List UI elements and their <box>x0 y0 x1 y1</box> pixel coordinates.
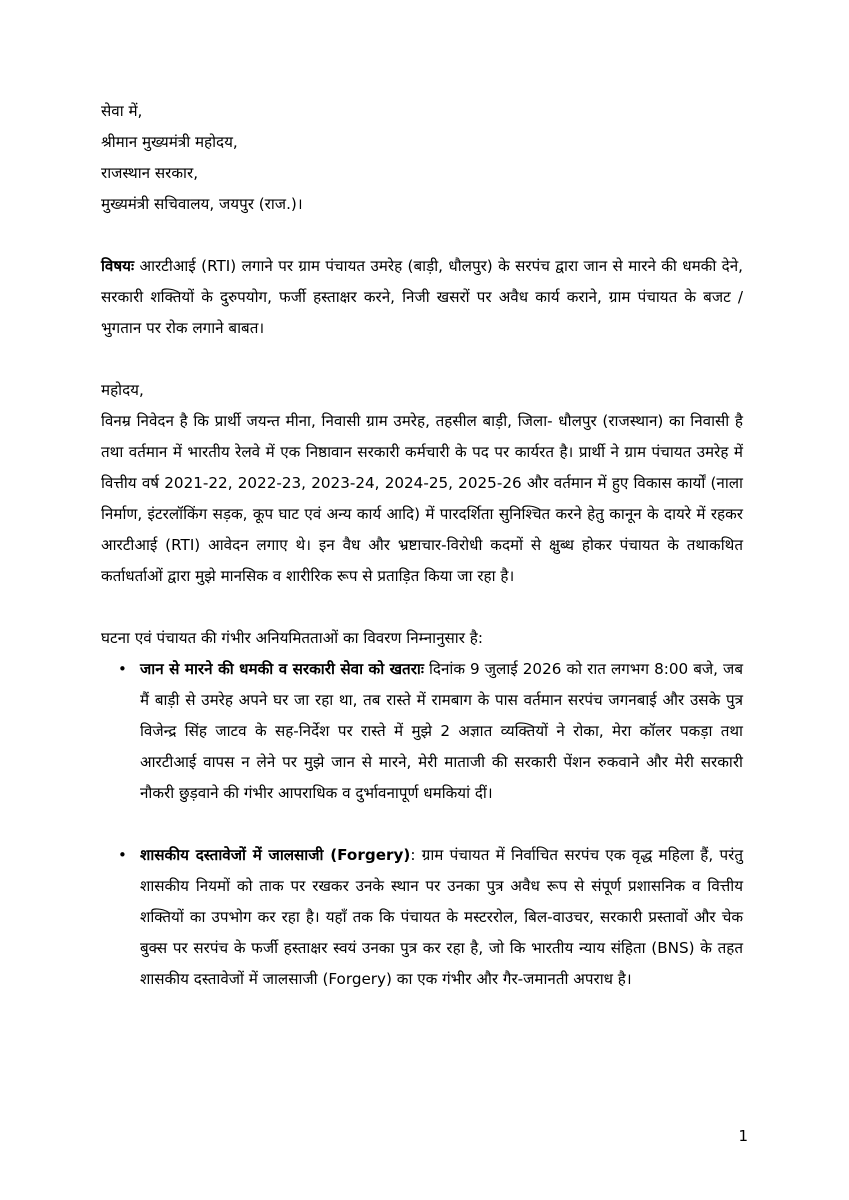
address-line-1: सेवा में, <box>101 102 143 120</box>
list-item <box>118 840 744 995</box>
bullet-icon: • <box>118 846 127 864</box>
salutation: महोदय, <box>101 381 144 399</box>
page-number: 1 <box>738 1127 748 1145</box>
subject-paragraph <box>101 251 743 344</box>
bullet-icon: • <box>118 660 127 678</box>
list-item-title: शासकीय दस्तावेजों में जालसाजी (Forgery) <box>140 846 411 864</box>
subject-text: आरटीआई (RTI) लगाने पर ग्राम पंचायत उमरेह (बाड़ी, धौलपुर) के सरपंच द्वारा जान से मारने की धमकी देने, सरकारी शक्तियों के दुरुपयोग, फर्जी हस्ताक्षर करने, निजी खसरों पर अवैध कार्य कराने, ग्राम पंचायत के बजट / भुगतान पर रोक लगाने बाबत। <box>101 257 743 337</box>
list-item <box>118 654 743 809</box>
list-item-title: जान से मारने की धमकी व सरकारी सेवा को खतराः <box>140 660 424 678</box>
address-line-2: श्रीमान मुख्यमंत्री महोदय, <box>101 133 238 151</box>
incident-list <box>101 654 743 995</box>
recipient-address <box>101 96 743 220</box>
address-line-4: मुख्यमंत्री सचिवालय, जयपुर (राज.)। <box>101 195 303 213</box>
body-paragraph: विनम्र निवेदन है कि प्रार्थी जयन्त मीना, निवासी ग्राम उमरेह, तहसील बाड़ी, जिला- धौलपुर (राजस्थान) का निवासी है तथा वर्तमान में भारतीय रेलवे में एक निष्ठावान सरकारी कर्मचारी के पद पर कार्यरत है। प्रार्थी ने ग्राम पंचायत उमरेह में वित्तीय वर्ष 2021-22, 2022-23, 2023-24, 2024-25, 2025-26 और वर्तमान में हुए विकास कार्यों (नाला निर्माण, इंटरलॉकिंग सड़क, कूप घाट एवं अन्य कार्य आदि) में पारदर्शिता सुनिश्चित करने हेतु कानून के दायरे में रहकर आरटीआई (RTI) आवेदन लगाए थे। इन वैध और भ्रष्टाचार-विरोधी कदमों से क्षुब्ध होकर पंचायत के तथाकथित कर्ताधर्ताओं द्वारा मुझे मानसिक व शारीरिक रूप से प्रताड़ित किया जा रहा है। <box>101 412 743 585</box>
address-line-3: राजस्थान सरकार, <box>101 164 199 182</box>
letter-page <box>101 96 743 995</box>
list-item-text: : ग्राम पंचायत में निर्वाचित सरपंच एक वृद्ध महिला हैं, परंतु शासकीय नियमों को ताक पर रखकर उनके स्थान पर उनका पुत्र अवैध रूप से संपूर्ण प्रशासनिक व वित्तीय शक्तियों का उपभोग कर रहा है। यहाँ तक कि पंचायत के मस्टररोल, बिल-वाउचर, सरकारी प्रस्तावों और चेक बुक्स पर सरपंच के फर्जी हस्ताक्षर स्वयं उनका पुत्र कर रहा है, जो कि भारतीय न्याय संहिता (BNS) के तहत शासकीय दस्तावेजों में जालसाजी (Forgery) का एक गंभीर और गैर-जमानती अपराध है। <box>140 846 744 988</box>
incident-intro: घटना एवं पंचायत की गंभीर अनियमितताओं का विवरण निम्नानुसार है: <box>101 629 483 647</box>
list-item-text: दिनांक 9 जुलाई 2026 को रात लगभग 8:00 बजे, जब मैं बाड़ी से उमरेह अपने घर जा रहा था, तब रास्ते में रामबाग के पास वर्तमान सरपंच जगनबाई और उसके पुत्र विजेन्द्र सिंह जाटव के सह-निर्देश पर रास्ते में मुझे 2 अज्ञात व्यक्तियों ने रोका, मेरा कॉलर पकड़ा तथा आरटीआई वापस न लेने पर मुझे जान से मारने, मेरी माताजी की सरकारी पेंशन रुकवाने और मेरी सरकारी नौकरी छुड़वाने की गंभीर आपराधिक व दुर्भावनापूर्ण धमकियां दीं। <box>140 660 743 802</box>
subject-label: विषयः <box>101 257 135 275</box>
